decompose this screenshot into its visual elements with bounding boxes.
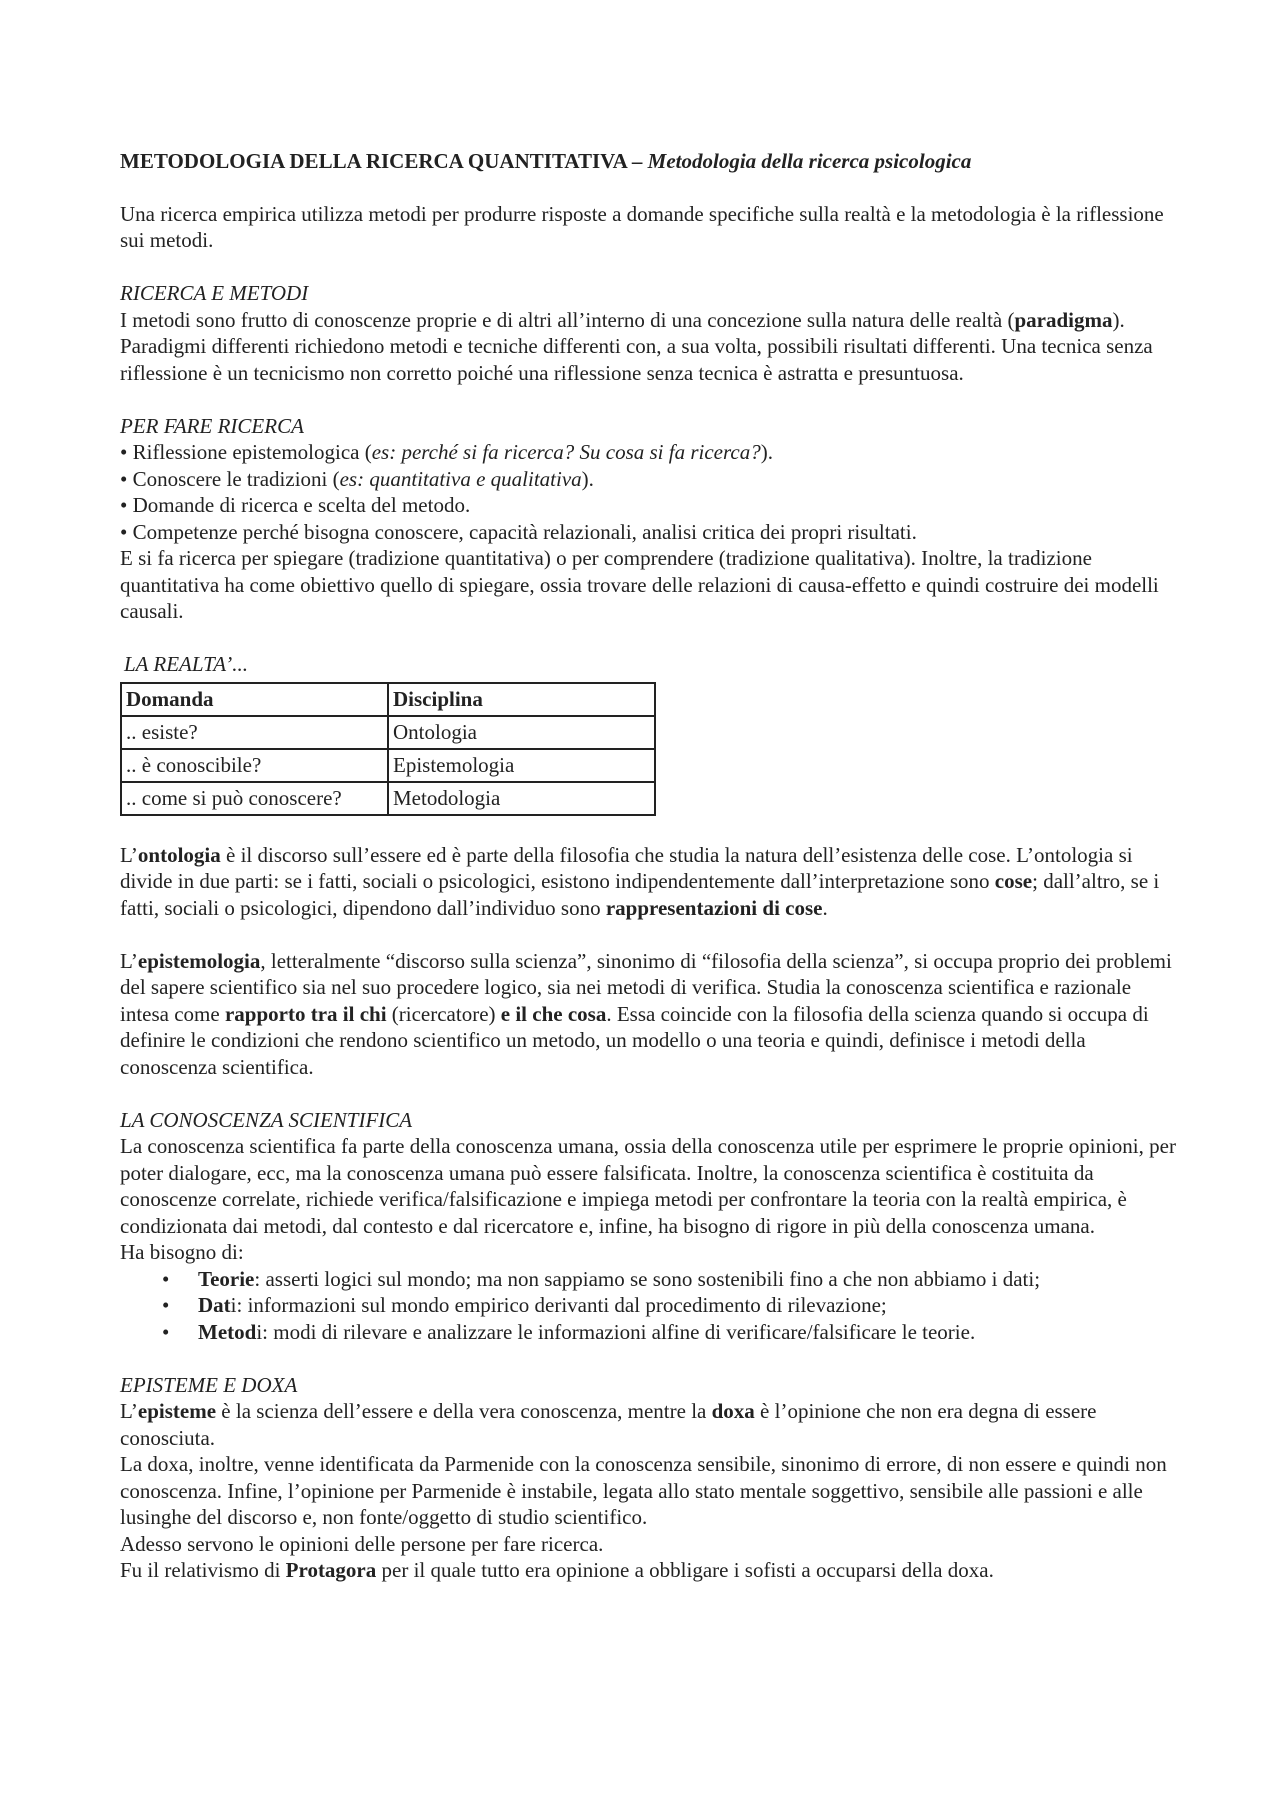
- term-protagora: Protagora: [285, 1558, 377, 1582]
- text-run: ). Paradigmi differenti richiedono metodi e tecniche differenti con, a sua volta, possibili risultati differenti. Una tecnica senza riflessione è un tecnicismo non corretto poiché una riflessione senza tecnica è astratta e presuntuosa.: [120, 307, 1153, 385]
- table-cell: Ontologia: [388, 716, 655, 749]
- term-dati: Dat: [198, 1293, 231, 1317]
- spacer: [120, 1080, 1180, 1107]
- term-paradigma: paradigma: [1014, 307, 1113, 332]
- text-run: ; dall’altro, se i fatti, sociali o psicologici, dipendono dall’individuo sono: [120, 869, 1160, 920]
- term-rapporto-chi: rapporto tra il chi: [224, 1001, 387, 1026]
- text-run: : asserti logici sul mondo; ma non sappiamo se sono sostenibili fino a che non abbiamo i dati;: [254, 1266, 1041, 1291]
- heading-per-fare-ricerca: PER FARE RICERCA: [120, 413, 304, 438]
- ricerca-metodi-paragraph: [120, 307, 1180, 387]
- text-run: è l’opinione che non era degna di essere conosciuta.: [120, 1399, 1097, 1450]
- spacer: [120, 921, 1180, 948]
- text-run: i: informazioni sul mondo empirico derivanti dal procedimento di rilevazione;: [230, 1293, 887, 1317]
- table-cell: .. come si può conoscere?: [121, 782, 388, 815]
- table-cell: .. è conoscibile?: [121, 749, 388, 782]
- epistemologia-paragraph: [120, 948, 1180, 1081]
- text-run: L’: [120, 842, 138, 867]
- bullet-item: [120, 439, 1180, 466]
- heading-ricerca-metodi: RICERCA E METODI: [120, 281, 309, 305]
- term-episteme: episteme: [137, 1399, 217, 1423]
- bullet-icon: •: [162, 1293, 170, 1317]
- table-cell: .. esiste?: [121, 716, 388, 749]
- text-run: L’: [120, 948, 138, 973]
- spacer: [120, 386, 1180, 413]
- document-page: [120, 148, 1180, 1584]
- heading-realta: LA REALTA’...: [124, 652, 249, 676]
- list-item: [120, 1266, 1180, 1293]
- table-header-cell: Disciplina: [388, 683, 655, 716]
- text-run: , letteralmente “discorso sulla scienza”, sinonimo di “filosofia della scienza”, si occupa proprio dei problemi del sapere scientifico sia nel suo procedere logico, sia nei metodi di verifica. Studia la conoscenza scientifica e razionale intesa come: [120, 948, 1172, 1026]
- text-run: L’: [120, 1399, 138, 1423]
- term-cose: cose: [994, 869, 1033, 893]
- bullet-icon: •: [162, 1266, 170, 1291]
- text-run-italic: es: quantitativa e qualitativa: [339, 466, 582, 491]
- text-run: è il discorso sull’essere ed è parte della filosofia che studia la natura dell’esistenza delle cose. L’ontologia si divide in due parti: se i fatti, sociali o psicologici, esistono indipendentemente dall’interpretazione sono: [120, 842, 1133, 893]
- bullet-icon: •: [162, 1319, 170, 1344]
- text-run: .: [822, 895, 828, 920]
- text-run: I metodi sono frutto di conoscenze proprie e di altri all’interno di una concezione sulla natura delle realtà (: [120, 307, 1015, 332]
- term-metodi: Metod: [198, 1319, 257, 1344]
- table-cell: Epistemologia: [388, 749, 655, 782]
- heading-episteme-doxa: EPISTEME E DOXA: [120, 1372, 298, 1397]
- bullet-item: • Competenze perché bisogna conoscere, capacità relazionali, analisi critica dei propri risultati.: [120, 519, 917, 544]
- intro-paragraph: Una ricerca empirica utilizza metodi per produrre risposte a domande specifiche sulla realtà e la metodologia è la riflessione sui metodi.: [120, 201, 1164, 252]
- heading-conoscenza: LA CONOSCENZA SCIENTIFICA: [120, 1107, 413, 1132]
- text-run: per il quale tutto era opinione a obbligare i sofisti a occuparsi della doxa.: [376, 1558, 994, 1582]
- term-ontologia: ontologia: [137, 842, 221, 867]
- term-rappresentazioni: rappresentazioni di cose: [605, 895, 823, 920]
- per-fare-ricerca-paragraph: E si fa ricerca per spiegare (tradizione quantitativa) o per comprendere (tradizione qualitativa). Inoltre, la tradizione quantitativa ha come obiettivo quello di spiegare, ossia trovare delle relazioni di causa-effetto e quindi costruire dei modelli causali.: [120, 546, 1159, 623]
- episteme-paragraph-1: [120, 1398, 1180, 1451]
- bullet-item: [120, 466, 1180, 493]
- table-cell: Metodologia: [388, 782, 655, 815]
- term-epistemologia: epistemologia: [137, 948, 261, 973]
- document-title: [120, 148, 1180, 175]
- term-doxa: doxa: [711, 1399, 755, 1423]
- title-subtitle: Metodologia della ricerca psicologica: [647, 149, 972, 173]
- text-run: (ricercatore): [386, 1001, 501, 1026]
- text-run: • Riflessione epistemologica (: [120, 440, 372, 464]
- list-item: [120, 1319, 1180, 1346]
- episteme-paragraph-2: La doxa, inoltre, venne identificata da Parmenide con la conoscenza sensibile, sinonimo di errore, di non essere e quindi non conoscenza. Infine, l’opinione per Parmenide è instabile, legata allo stato mentale soggettivo, sensibile alle passioni e alle lusinghe del discorso e, non fonte/oggetto di studio scientifico.: [120, 1452, 1167, 1529]
- text-run: è la scienza dell’essere e della vera conoscenza, mentre la: [216, 1399, 712, 1423]
- needs-intro: Ha bisogno di:: [120, 1240, 244, 1264]
- text-run: ).: [581, 466, 594, 491]
- text-run: ).: [760, 440, 773, 464]
- episteme-paragraph-4: [120, 1557, 1180, 1584]
- needs-list: [120, 1266, 1180, 1346]
- bullet-item: • Domande di ricerca e scelta del metodo.: [120, 493, 471, 517]
- table-row: [121, 749, 655, 782]
- text-run: • Conoscere le tradizioni (: [120, 466, 340, 491]
- table-header-cell: Domanda: [121, 683, 388, 716]
- realta-table: [120, 682, 656, 816]
- text-run-italic: es: perché si fa ricerca? Su cosa si fa ricerca?: [371, 440, 761, 464]
- title-main: METODOLOGIA DELLA RICERCA QUANTITATIVA –: [120, 149, 648, 173]
- table-row: [121, 716, 655, 749]
- term-che-cosa: e il che cosa: [500, 1001, 607, 1026]
- list-item: [120, 1292, 1180, 1319]
- spacer: [120, 1345, 1180, 1372]
- term-teorie: Teorie: [198, 1266, 255, 1291]
- table-header-row: [121, 683, 655, 716]
- text-run: . Essa coincide con la filosofia della scienza quando si occupa di definire le condizioni che rendono scientifico un metodo, un modello o una teoria e quindi, definisce i metodi della conoscenza scientifica.: [120, 1001, 1149, 1079]
- ontologia-paragraph: [120, 842, 1180, 922]
- text-run: Fu il relativismo di: [120, 1558, 286, 1582]
- text-run: i: modi di rilevare e analizzare le informazioni alfine di verificare/falsificare le teorie.: [256, 1319, 976, 1344]
- spacer: [120, 625, 1180, 652]
- episteme-paragraph-3: Adesso servono le opinioni delle persone per fare ricerca.: [120, 1531, 604, 1556]
- table-row: [121, 782, 655, 815]
- conoscenza-paragraph: La conoscenza scientifica fa parte della conoscenza umana, ossia della conoscenza utile per esprimere le proprie opinioni, per poter dialogare, ecc, ma la conoscenza umana può essere falsificata. Inoltre, la conoscenza scientifica è costituita da conoscenze correlate, richiede verifica/falsificazione e impiega metodi per confrontare la teoria con la realtà empirica, è condizionata dai metodi, dal contesto e dal ricercatore e, infine, ha bisogno di rigore in più della conoscenza umana.: [120, 1134, 1176, 1238]
- spacer: [120, 254, 1180, 281]
